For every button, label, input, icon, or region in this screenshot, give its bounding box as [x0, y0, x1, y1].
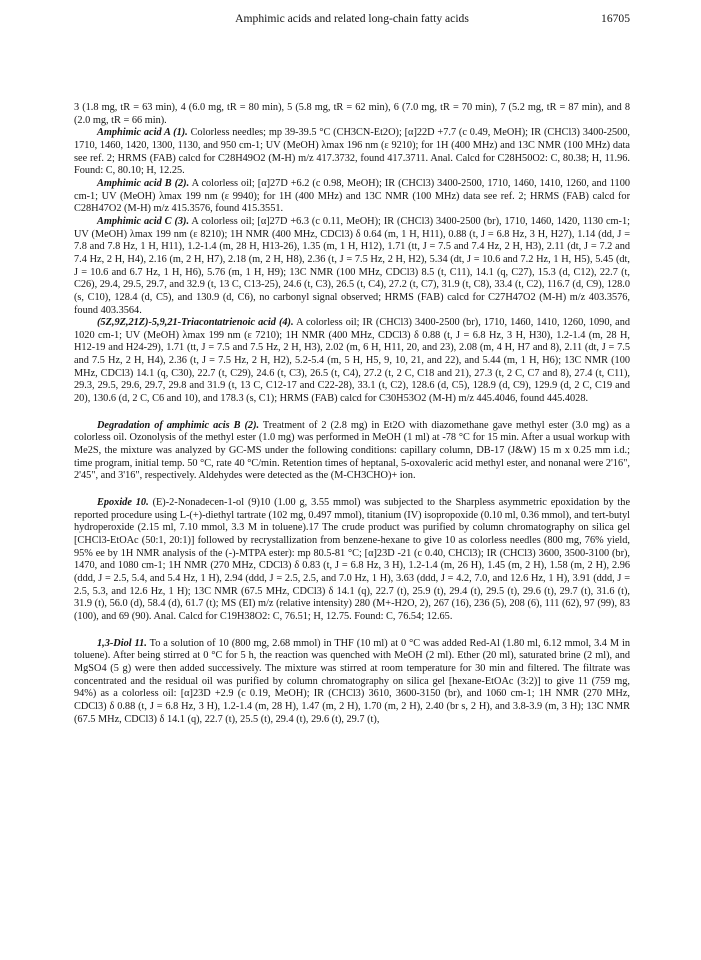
- paragraph-heading: Degradation of amphimic acis B (2).: [97, 419, 260, 431]
- running-header: [74, 10, 630, 28]
- paragraph-amphimic-acid-c: [74, 216, 630, 317]
- paragraph-body: (E)-2-Nonadecen-1-ol (9)10 (1.00 g, 3.55 mmol) was subjected to the Sharpless asymmetric epoxidation by the reported procedure using L-(+)-diethyl tartrate (102 mg, 0.497 mmol), titanium (IV) isopropoxide (0.10 ml, 0.36 mmol), and tert-butyl hydroperoxide (2.15 ml, 7.10 mmol, 3.3 M in toluene).17 The crude product was purified by column chromatography on silica gel [CHCl3-EtOAc (50:1, 20:1)] followed by recrystallization from benzene-hexane to give 10 as colorless needles (800 mg, 76% yield, 95% ee by 1H NMR analysis of the (-)-MTPA ester): mp 80.5-81 °C; [α]23D -21 (c 0.40, CHCl3); IR (CHCl3) 3600, 3500-3100 (br), 1470, and 1080 cm-1; 1H NMR (270 MHz, CDCl3) δ 0.83 (t, J = 6.8 Hz, 3 H), 1.2-1.4 (m, 26 H), 1.45 (m, 2 H), 1.58 (m, 2 H), 2.96 (ddd, J = 2.5, 5.4, and 5.4 Hz, 1 H), 2.94 (ddd, J = 2.5, 2.5, and 7.0 Hz, 1 H), 3.63 (ddd, J = 4.2, 7.0, and 12.6 Hz, 1 H), 3.91 (ddd, J = 2.5, 5.3, and 12.6 Hz, 1 H); 13C NMR (67.5 MHz, CDCl3) δ 14.1 (q), 22.7 (t), 25.9 (t), 29.4 (t), 29.5 (t), 29.6 (t), 29.7 (t), 31.6 (t), 31.9 (t), 56.0 (d), 58.4 (d), 61.7 (t); MS (EI) m/z (relative intensity) 280 (M+-H2O, 2), 267 (16), 236 (5), 208 (6), 111 (62), 97 (99), 83 (100), and 69 (90). Anal. Calcd for C19H38O2: C, 76.51; H, 12.75. Found: C, 76.54; 12.65.: [74, 497, 631, 622]
- paragraph-body: A colorless oil; [α]27D +6.3 (c 0.11, MeOH); IR (CHCl3) 3400-2500 (br), 1710, 1460, 1420, 1130 cm-1; UV (MeOH) λmax 199 nm (ε 8210); 1H NMR (400 MHz, CDCl3) δ 0.64 (m, 1 H, H11), 0.88 (t, J = 6.8 Hz, 3 H, H27), 1.14 (dd, J = 7.8 and 7.8 Hz, 1 H, H11), 1.2-1.4 (m, 28 H, H13-26), 1.35 (m, 1 H, H12), 1.71 (tt, J = 7.5 and 7.4 Hz, 2 H, H3), 2.11 (dt, J = 7.2 and 7.4 Hz, 2 H, H4), 2.16 (m, 2 H, H7), 2.18 (m, 2 H, H8), 2.36 (t, J = 7.5 Hz, 2 H, H2), 5.34 (dt, J = 10.6 and 7.2 Hz, 1 H, H5), 5.45 (dt, J = 10.6 and 6.7 Hz, 1 H, H6), 5.76 (m, 1 H, H9); 13C NMR (100 MHz, CDCl3) 8.5 (t, C11), 14.1 (q, C27), 15.3 (d, C12), 22.7 (t, C26), 29.4, 29.5, 29.7, and 32.9 (t, 13 C, C13-25), 24.6 (t, C3), 26.5 (t, C4), 27.2 (t, C7), 31.9 (t, C8), 33.4 (t, C2), 116.7 (d, C9), 128.0 (s, C10), 128.4 (d, C5), and 130.9 (d, C6), no carbonyl signal observed; HRMS (FAB) calcd for C27H47O2 (M-H) m/z 403.3576, found 403.3564.: [74, 215, 630, 316]
- paragraph-heading: (5Z,9Z,21Z)-5,9,21-Triacontatrienoic acid (4).: [97, 317, 294, 329]
- running-title: Amphimic acids and related long-chain fatty acids: [235, 12, 469, 25]
- paragraph-body: To a solution of 10 (800 mg, 2.68 mmol) in THF (10 ml) at 0 °C was added Red-Al (1.80 ml, 6.12 mmol, 3.4 M in toluene). After being stirred at 0 °C for 5 h, the reaction was quenched with MeOH (2 ml). Ether (20 ml), saturated brine (2 ml), and MgSO4 (5 g) were then added successively. The mixture was stirred at room temperature for 30 min and filtered. The filtrate was concentrated and the residual oil was purified by column chromatography on silica gel [hexane-EtOAc (3:2)] to give 11 (759 mg, 94%) as a colorless oil: [α]23D +2.9 (c 0.19, MeOH); IR (CHCl3) 3610, 3600-3150 (br), and 1060 cm-1; 1H NMR (270 MHz, CDCl3) δ 0.88 (t, J = 6.8 Hz, 3 H), 1.2-1.4 (m, 28 H), 1.47 (m, 2 H), 1.70 (m, 2 H), 2.40 (br s, 2 H), and 3.8-3.9 (m, 3 H); 13C NMR (67.5 MHz, CDCl3) δ 14.1 (q), 22.7 (t), 25.5 (t), 29.4 (t), 29.6 (t), 29.7 (t),: [74, 637, 630, 725]
- paragraph-heading: Amphimic acid B (2).: [97, 177, 190, 189]
- experimental-text: [74, 102, 630, 726]
- paragraph-diol-11: [74, 638, 630, 727]
- paragraph-heading: 1,3-Diol 11.: [97, 637, 147, 649]
- paragraph-heading: Amphimic acid A (1).: [97, 127, 188, 139]
- paragraph-body: Colorless needles; mp 39-39.5 °C (CH3CN-Et2O); [α]22D +7.7 (c 0.49, MeOH); IR (CHCl3) 3400-2500, 1710, 1460, 1420, 1300, 1130, and 950 cm-1; UV (MeOH) λmax 196 nm (ε 9210); for 1H (400 MHz) and 13C NMR (100 MHz) data see ref. 2; HRMS (FAB) calcd for C28H49O2 (M-H) m/z 417.3732, found 417.3711. Anal. Calcd for C28H50O2: C, 80.38; H, 11.96. Found: C, 80.10; H, 12.25.: [74, 127, 630, 177]
- paragraph-heading: Epoxide 10.: [97, 497, 149, 509]
- paragraph-body: A colorless oil; IR (CHCl3) 3400-2500 (br), 1710, 1460, 1410, 1260, 1090, and 1020 cm-1; UV (MeOH) λmax 199 nm (ε 7210); 1H NMR (400 MHz, CDCl3) δ 0.88 (t, J = 6.8 Hz, 3 H, H30), 1.2-1.4 (m, 28 H, H12-19 and H24-29), 1.71 (tt, J = 7.5 and 7.5 Hz, 2 H, H3), 2.02 (m, 6 H, H11, 20, and 23), 2.08 (m, 4 H, H7 and 8), 2.11 (dt, J = 7.5 and 7.5 Hz, 2 H, H4), 2.36 (t, J = 7.5 Hz, 2 H, H2), 5.2-5.4 (m, 5 H, H5, 9, 10, 21, and 22), and 5.44 (m, 1 H, H6); 13C NMR (100 MHz, CDCl3) 14.1 (q, C30), 22.7 (t, C29), 24.6 (t, C3), 26.5 (t, C4), 27.2 (t, 2 C, C18 and 21), 27.3 (t, 2 C, C7 and 8), 27.4 (t, C11), 29.3, 29.5, 29.6, 29.7, 29.8 and 31.9 (t, 13 C, C12-17 and C22-28), 33.1 (t, C2), 128.6 (d, C5), 128.9 (d, C9), 129.9 (d, 2 C, C19 and 20), 130.6 (d, 2 C, C6 and 10), and 178.3 (s, C1); HRMS (FAB) calcd for C30H53O2 (M-H) m/z 445.4046, found 445.4028.: [74, 317, 631, 405]
- paragraph-amphimic-acid-b: [74, 178, 630, 216]
- paragraph-fraction-yields: [74, 102, 630, 127]
- page-number: 16705: [601, 12, 630, 25]
- paragraph-amphimic-acid-a: [74, 127, 630, 178]
- paragraph-body: Treatment of 2 (2.8 mg) in Et2O with diazomethane gave methyl ester (3.0 mg) as a colorless oil. Ozonolysis of the methyl ester (1.0 mg) was performed in MeOH (1 ml) at -78 °C for 15 min. After a usual workup with Me2S, the mixture was analyzed by GC-MS under the following conditions: capillary column, DB-17 (J&W) 15 m x 0.25 mm i.d.; time program, initial temp. 50 °C, rate 40 °C/min. Retention times of heptanal, 5-oxovaleric acid methyl ester, and nonanal were 2'16", 2'45", and 3'16", respectively. Aldehydes were detected as the (M-CH3CHO)+ ion.: [74, 419, 631, 482]
- paragraph-triacontatrienoic-acid: [74, 317, 630, 406]
- paragraph-body: A colorless oil; [α]27D +6.2 (c 0.98, MeOH); IR (CHCl3) 3400-2500, 1710, 1460, 1410, 1260, and 1100 cm-1; UV (MeOH) λmax 199 nm (ε 9940); for 1H (400 MHz) and 13C NMR (100 MHz) data see ref. 2; HRMS (FAB) calcd for C28H47O2 (M-H) m/z 415.3576, found 415.3551.: [74, 177, 630, 215]
- paragraph-body: 3 (1.8 mg, tR = 63 min), 4 (6.0 mg, tR = 80 min), 5 (5.8 mg, tR = 62 min), 6 (7.0 mg, tR = 70 min), 7 (5.2 mg, tR = 87 min), and 8 (2.0 mg, tR = 66 min).: [74, 102, 630, 126]
- paragraph-epoxide-10: [74, 497, 630, 624]
- paragraph-degradation: [74, 420, 630, 483]
- paragraph-heading: Amphimic acid C (3).: [97, 215, 190, 227]
